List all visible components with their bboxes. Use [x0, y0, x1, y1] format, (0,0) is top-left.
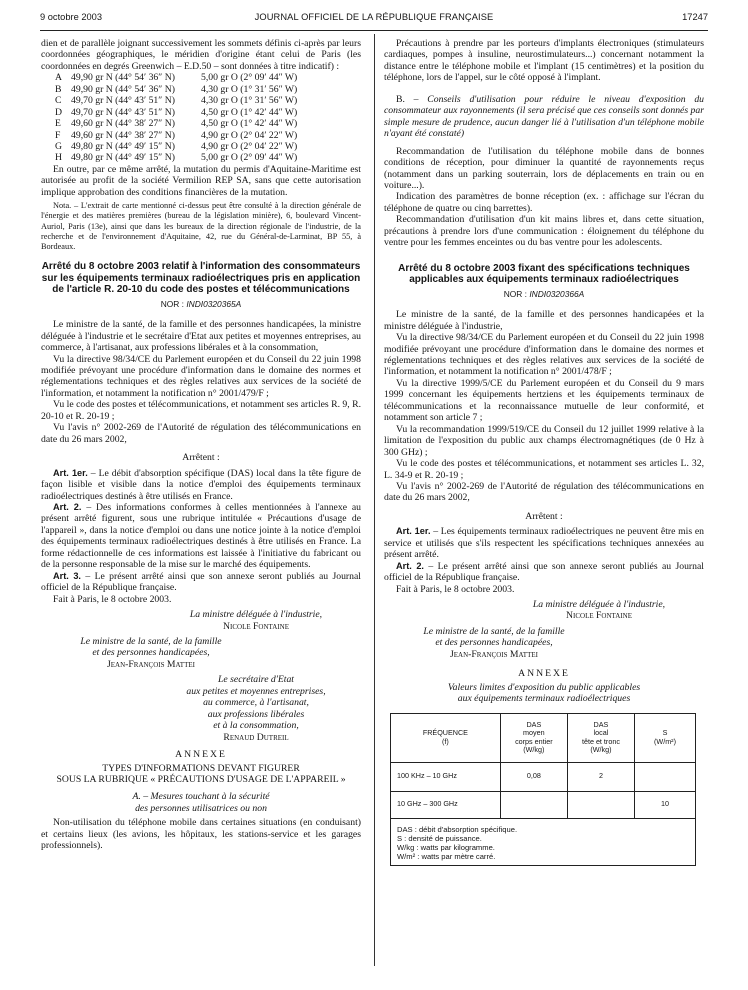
- signatory-role: au commerce, à l'artisanat,: [203, 697, 309, 709]
- decree-title-1: Arrêté du 8 octobre 2003 relatif à l'information des consommateurs sur les équipements terminaux radioélectriques pris en application de l'article R. 20-10 du code des postes et télécommunications: [41, 261, 361, 296]
- signature-block-industrie: [41, 609, 361, 632]
- point-label: F: [55, 129, 61, 141]
- signatory-name: Jean-François Mattei: [107, 658, 195, 670]
- table-caption: Valeurs limites d'exposition du public applicables: [447, 681, 641, 693]
- coordinate-row: [41, 107, 361, 118]
- header-line: (W/kg): [590, 745, 612, 755]
- longitude: 4,90 gr O (2° 04′ 22″ W): [201, 129, 298, 141]
- longitude: 4,30 gr O (1° 31′ 56″ W): [201, 83, 298, 95]
- signatory-role: Le ministre de la santé, de la famille: [80, 635, 222, 647]
- table-cell: 2: [567, 762, 634, 791]
- signatory-role: aux professions libérales: [207, 708, 305, 720]
- visa-paragraph: Vu la recommandation 1999/519/CE du Conseil du 12 juillet 1999 relative à la limitation de l'exposition du public aux champs électromagnétiques (de 0 Hz à 300 GHz) ;: [384, 423, 704, 458]
- visa-paragraph: Vu la directive 1999/5/CE du Parlement européen et du Conseil du 9 mars 1999 concernant les équipements hertziens et les équipements terminaux de télécommunications et la reconnaissance mutuelle de leur conformité, et notamment son article 7 ;: [384, 377, 704, 424]
- point-label: D: [55, 106, 62, 118]
- arretent-heading: Arrêtent :: [182, 452, 220, 464]
- table-header-cell: [391, 713, 501, 762]
- article-label: Art. 2.: [53, 501, 82, 512]
- left-column: [41, 38, 361, 852]
- table-header-cell: [634, 713, 695, 762]
- latitude: 49,70 gr N (44° 43′ 51″ N): [71, 106, 175, 118]
- signature-block-secretaire: [41, 674, 361, 743]
- signature-block-sante: [384, 626, 704, 660]
- annexe-title-line: SOUS LA RUBRIQUE « PRÉCAUTIONS D'USAGE DE L'APPAREIL »: [56, 773, 346, 785]
- section-a-heading: des personnes utilisatrices ou non: [135, 802, 267, 814]
- visa-paragraph: Vu la directive 98/34/CE du Parlement européen et du Conseil du 22 juin 1998 modifiée prévoyant une procédure d'information dans le domaine des normes et réglementations techniques et des règles relatives aux services de la société de l'information, et notamment la notification n° 2001/479/F ;: [41, 353, 361, 399]
- table-legend: [390, 819, 696, 866]
- visa-paragraph: Vu l'avis n° 2002-269 de l'Autorité de régulation des télécommunications en date du 26 mars 2002,: [384, 480, 704, 504]
- visa-paragraph: Vu la directive 98/34/CE du Parlement européen et du Conseil du 22 juin 1998 modifiée prévoyant une procédure d'information dans le domaine des normes et réglementations techniques et des règles relatives aux services de la société de l'information, et notamment la notification n° 2001/478/F ;: [384, 332, 704, 378]
- point-label: E: [55, 118, 61, 130]
- signatory-name: Renaud Dutreil: [223, 731, 289, 743]
- header-line: tête et tronc: [581, 736, 620, 746]
- longitude: 4,50 gr O (1° 42′ 44″ W): [201, 118, 298, 130]
- article-text: – Le présent arrêté ainsi que son annexe seront publiés au Journal officiel de la République française.: [41, 570, 361, 594]
- point-label: B: [55, 83, 62, 95]
- legend-line: DAS : débit d'absorption spécifique.: [397, 824, 518, 834]
- article-3: [41, 571, 361, 594]
- header-line: (W/kg): [523, 745, 545, 755]
- header-line: moyen: [523, 728, 545, 738]
- latitude: 49,80 gr N (44° 49′ 15″ N): [71, 140, 175, 152]
- signatory-role: La ministre déléguée à l'industrie,: [532, 599, 666, 611]
- nor-reference-1: [41, 299, 361, 310]
- coordinate-row: [41, 84, 361, 95]
- point-label: A: [55, 72, 62, 84]
- coordinates-list: [41, 72, 361, 164]
- table-header-row: [391, 713, 696, 762]
- signature-block-sante: [41, 636, 361, 670]
- article-2: [41, 502, 361, 571]
- header-line: local: [593, 728, 609, 738]
- longitude: 5,00 gr O (2° 09′ 44″ W): [201, 152, 298, 164]
- table-cell: [567, 791, 634, 818]
- header-line: DAS: [593, 719, 609, 729]
- coordinate-row: [41, 152, 361, 163]
- table-cell: 10: [634, 791, 695, 818]
- article-text: – Le présent arrêté ainsi que son annexe seront publiés au Journal officiel de la République française.: [384, 560, 704, 584]
- table-cell: [500, 791, 567, 818]
- fait-a-paris: Fait à Paris, le 8 octobre 2003.: [396, 583, 515, 595]
- signatory-role: La ministre déléguée à l'industrie,: [189, 609, 323, 621]
- kit-paragraph: Recommandation d'utilisation d'un kit mains libres et, dans cette situation, précautions à prendre lors d'une communication : éloignement du téléphone du ventre pour les femmes enceintes ou du bas ventre pour les adolescents.: [384, 214, 704, 249]
- section-b-label: B. –: [396, 93, 419, 105]
- header-line: DAS: [526, 719, 542, 729]
- signatory-name: Nicole Fontaine: [223, 620, 289, 632]
- table-header-cell: [500, 713, 567, 762]
- header-line: (f): [442, 736, 449, 746]
- visa-paragraph: Vu le code des postes et télécommunications, et notamment ses articles R. 9, R. 20-10 et R. 20-19 ;: [41, 399, 361, 422]
- point-label: G: [55, 140, 62, 152]
- article-label: Art. 3.: [53, 570, 81, 581]
- indication-paragraph: Indication des paramètres de bonne réception (ex. : affichage sur l'écran du téléphone de quatre ou cinq barrettes).: [384, 191, 704, 214]
- signatory-role: Le ministre de la santé, de la famille: [423, 625, 565, 637]
- visa-paragraph: Vu l'avis n° 2002-269 de l'Autorité de régulation des télécommunications en date du 26 mars 2002,: [41, 422, 361, 445]
- coordinate-row: [41, 141, 361, 152]
- visa-paragraph: Vu le code des postes et télécommunications, et notamment ses articles L. 32, L. 34-9 et R. 20-19 ;: [384, 458, 704, 481]
- latitude: 49,70 gr N (44° 43′ 51″ N): [71, 95, 175, 107]
- article-1: [384, 526, 704, 560]
- nor-code: INDI0320366A: [529, 288, 585, 299]
- legend-line: W/m² : watts par mètre carré.: [397, 851, 496, 861]
- intro-paragraph: dien et de parallèle joignant successivement les sommets définis ci-après par leurs coordonnées géographiques, le méridien d'origine étant celui de Paris (les coordonnées en degrés Greenwich – E.D.50 – sont données à titre indicatif) :: [41, 38, 361, 72]
- coordinate-row: [41, 72, 361, 83]
- header-rule: [40, 30, 708, 31]
- latitude: 49,80 gr N (44° 49′ 15″ N): [71, 152, 175, 164]
- article-label: Art. 1er.: [396, 526, 431, 537]
- section-a-heading: A. – Mesures touchant à la sécurité: [132, 791, 270, 803]
- legend-line: W/kg : watts par kilogramme.: [397, 842, 495, 852]
- nor-code: INDI0320365A: [186, 298, 242, 309]
- header-journal-title: JOURNAL OFFICIEL DE LA RÉPUBLIQUE FRANÇAISE: [254, 12, 494, 22]
- signature-block-industrie: [384, 599, 704, 622]
- reception-paragraph: Recommandation de l'utilisation du téléphone mobile dans de bonnes conditions de réception, pour diminuer la quantité de rayonnements reçus (notamment dans un parking souterrain, lors de déplacements en train ou en voiture...).: [384, 145, 704, 191]
- nor-reference-2: [384, 289, 704, 300]
- coordinate-row: [41, 130, 361, 141]
- nor-label: NOR :: [160, 298, 184, 309]
- longitude: 4,30 gr O (1° 31′ 56″ W): [201, 95, 298, 107]
- table-cell: 10 GHz – 300 GHz: [391, 791, 501, 818]
- article-2: [384, 561, 704, 584]
- section-b-title: Conseils d'utilisation pour réduire le niveau d'exposition du consommateur aux rayonnements (il sera précisé que ces conseils sont donnés par simple mesure de prudence, aucun danger lié à l'utilisation d'un téléphone mobile n'ayant été constaté): [384, 93, 705, 140]
- annexe-heading-2: ANNEXE: [518, 668, 570, 680]
- article-label: Art. 1er.: [53, 467, 88, 478]
- right-column: [384, 38, 704, 866]
- table-cell: 0,08: [500, 762, 567, 791]
- table-cell: [634, 762, 695, 791]
- signatory-role: et des personnes handicapées,: [435, 637, 553, 649]
- section-a-text: Non-utilisation du téléphone mobile dans certaines situations (en conduisant) et certains lieux (les avions, les hôpitaux, les stations-service et les garages professionnels).: [41, 817, 361, 852]
- nor-label: NOR :: [503, 288, 527, 299]
- decree-title-2: Arrêté du 8 octobre 2003 fixant des spécifications techniques applicables aux équipements terminaux radioélectriques: [398, 262, 690, 286]
- fait-a-paris: Fait à Paris, le 8 octobre 2003.: [53, 593, 172, 605]
- mutation-paragraph: En outre, par ce même arrêté, la mutation du permis d'Aquitaine-Maritime est autorisée au profit de la société Vermilion REP SA, sans que cette autorisation implique approbation des conditions financières de la mutation.: [41, 163, 361, 198]
- table-caption: aux équipements terminaux radioélectriques: [457, 693, 631, 705]
- arretent-heading: Arrêtent :: [525, 510, 563, 522]
- exposure-limits-table: [390, 713, 696, 819]
- table-row: [391, 762, 696, 791]
- signatory-name: Nicole Fontaine: [566, 610, 632, 622]
- longitude: 4,90 gr O (2° 04′ 22″ W): [201, 140, 298, 152]
- coordinate-row: [41, 118, 361, 129]
- article-text: – Le débit d'absorption spécifique (DAS) local dans la tête figure de façon lisible et visible dans la notice d'emploi des équipements terminaux radioélectriques destinés à être utilisés en France.: [41, 467, 361, 502]
- table-row: [391, 791, 696, 818]
- longitude: 4,50 gr O (1° 42′ 44″ W): [201, 106, 298, 118]
- table-cell: 100 KHz – 10 GHz: [391, 762, 501, 791]
- signatory-name: Jean-François Mattei: [450, 648, 538, 660]
- header-line: S: [662, 728, 668, 738]
- latitude: 49,90 gr N (44° 54′ 36″ N): [71, 72, 175, 84]
- article-label: Art. 2.: [396, 560, 424, 571]
- visa-paragraph: Le ministre de la santé, de la famille et des personnes handicapées, la ministre déléguée à l'industrie et le secrétaire d'Etat aux petites et moyennes entreprises, au commerce, à l'artisanat, aux professions libérales et à la consommation,: [41, 319, 361, 354]
- point-label: C: [55, 95, 62, 107]
- signatory-role: aux petites et moyennes entreprises,: [186, 685, 326, 697]
- implant-paragraph: Précautions à prendre par les porteurs d'implants électroniques (stimulateurs cardiaques, pompes à insuline, neurostimulateurs...) concernant notamment la distance entre le téléphone mobile et l'implant (15 centimètres) et la position du téléphone, lors de l'appel, sur le côté opposé à l'implant.: [384, 38, 704, 84]
- column-divider: [374, 34, 375, 966]
- page-header: [40, 12, 708, 26]
- annexe-title-line: TYPES D'INFORMATIONS DEVANT FIGURER: [102, 762, 300, 774]
- article-text: – Les équipements terminaux radioélectriques ne peuvent être mis en service et utilisés que s'ils respectent les spécifications techniques annexées au présent arrêté.: [384, 526, 705, 561]
- header-line: corps entier: [515, 736, 553, 746]
- latitude: 49,90 gr N (44° 54′ 36″ N): [71, 83, 175, 95]
- annexe-heading-1: ANNEXE: [175, 749, 227, 761]
- header-line: (W/m²): [654, 736, 676, 746]
- signatory-role: et des personnes handicapées,: [92, 647, 210, 659]
- table-header-cell: [567, 713, 634, 762]
- signatory-role: Le secrétaire d'Etat: [218, 674, 294, 686]
- latitude: 49,60 gr N (44° 38′ 27″ N): [71, 118, 175, 130]
- point-label: H: [55, 152, 62, 164]
- coordinate-row: [41, 95, 361, 106]
- header-date: 9 octobre 2003: [40, 12, 103, 22]
- visa-paragraph: Le ministre de la santé, de la famille et des personnes handicapées et la ministre déléguée à l'industrie,: [384, 309, 704, 332]
- legend-line: S : densité de puissance.: [397, 833, 482, 843]
- article-1: [41, 468, 361, 502]
- nota-paragraph: Nota. – L'extrait de carte mentionné ci-dessus peut être consulté à la direction générale de l'énergie et des matières premières (bureau de la législation minière), 6, boulevard Vincent-Auriol, Paris (13e), ainsi que dans les bureaux de la direction régionale de l'industrie, de la recherche et de l'environnement d'Aquitaine, 42, rue du Général-de-Larminat, BP 55, à Bordeaux.: [41, 201, 361, 252]
- section-b-heading: [384, 94, 704, 140]
- signatory-role: et à la consommation,: [213, 720, 299, 732]
- latitude: 49,60 gr N (44° 38′ 27″ N): [71, 129, 175, 141]
- header-page-number: 17247: [682, 12, 708, 22]
- longitude: 5,00 gr O (2° 09′ 44″ W): [201, 72, 298, 84]
- header-line: FRÉQUENCE: [422, 728, 468, 738]
- article-text: – Des informations conformes à celles mentionnées à l'annexe au présent arrêté figurent, sous une rubrique intitulée « Précautions d'usage de l'appareil », dans la notice d'emploi ou dans une notice jointe à la notice d'emploi des équipements terminaux radioélectriques destinés à être utilisés en France. La forme rédactionnelle de ces informations est laissée à l'initiative du fabricant ou de la personne responsable de la mise sur le marché des équipements.: [41, 501, 361, 571]
